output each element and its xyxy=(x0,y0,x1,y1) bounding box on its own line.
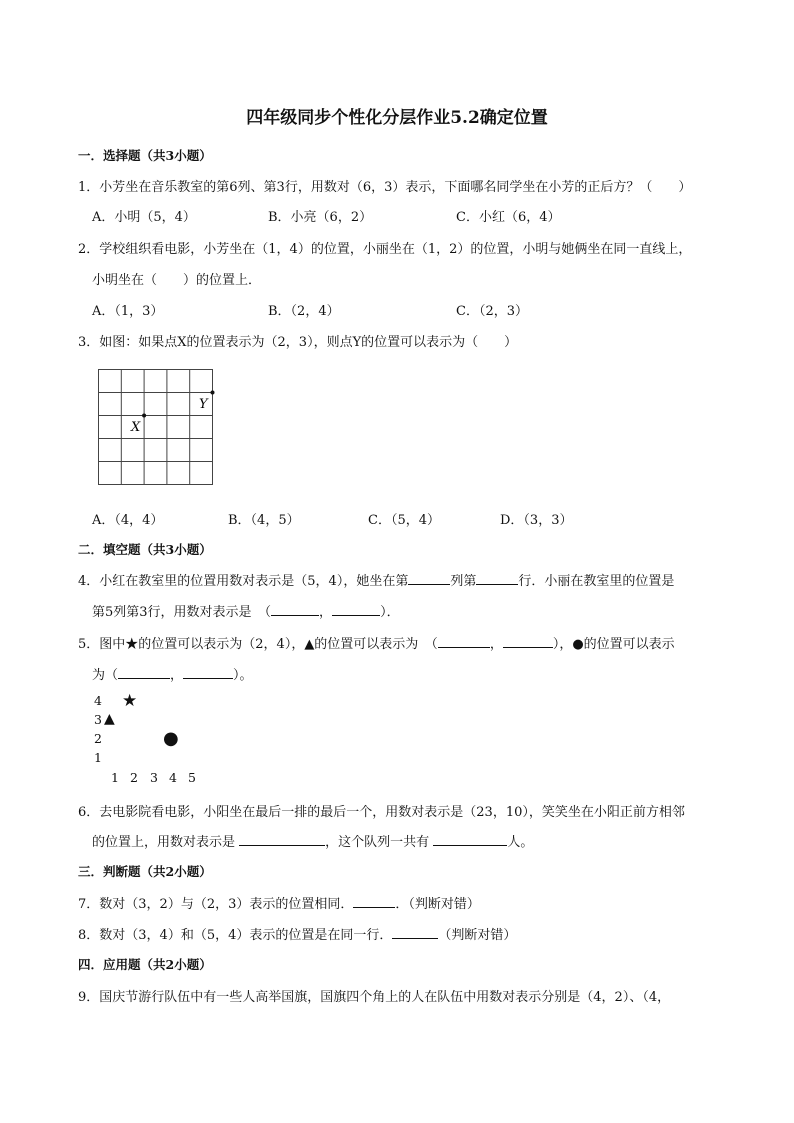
q4-blank-column[interactable] xyxy=(408,572,450,585)
q5-blank-circle-y[interactable] xyxy=(183,666,233,679)
q3-option-d: D．（3，3） xyxy=(500,513,573,528)
q5-row-label-3: 3 xyxy=(94,712,102,727)
q5-row-label-2: 2 xyxy=(94,731,102,746)
question-4-line1 xyxy=(78,570,674,589)
q7-text-part1: 7．数对（3，2）与（2，3）表示的位置相同． xyxy=(78,897,354,912)
q5-col-label-3: 3 xyxy=(150,770,158,785)
q5-col-label-4: 4 xyxy=(169,770,177,785)
q6-blank-count[interactable] xyxy=(433,833,507,846)
star-icon: ★ xyxy=(122,691,138,711)
question-4-line2 xyxy=(92,601,400,620)
point-y-dot xyxy=(211,391,215,395)
q8-blank-answer[interactable] xyxy=(392,926,438,939)
q2-option-a: A．（1，3） xyxy=(92,304,164,319)
q3-option-b: B．（4，5） xyxy=(228,513,300,528)
q3-option-c: C．（5，4） xyxy=(368,513,440,528)
question-2-line1: 2．学校组织看电影，小芳坐在（1，4）的位置，小丽坐在（1，2）的位置，小明与她俩坐在同一直线上， xyxy=(78,242,692,257)
q7-text-part2: ．（判断对错） xyxy=(395,897,480,912)
question-6-line2 xyxy=(92,831,533,850)
section-heading-choice: 一．选择题（共3小题） xyxy=(78,148,212,163)
q5-col-label-5: 5 xyxy=(188,770,196,785)
q4-blank-row[interactable] xyxy=(476,572,518,585)
q5-col-label-2: 2 xyxy=(130,770,138,785)
question-9-text: 9．国庆节游行队伍中有一些人高举国旗，国旗四个角上的人在队伍中用数对表示分别是（4，2）、（4， xyxy=(78,990,671,1005)
q4-blank-pair-y[interactable] xyxy=(332,603,380,616)
q2-option-c: C．（2，3） xyxy=(456,304,528,319)
q6-text-part1: 的位置上，用数对表示是 xyxy=(92,835,236,850)
q5-comma-1: ， xyxy=(489,637,503,652)
q4-comma: ， xyxy=(319,605,333,620)
q5-text-part3: 为（ xyxy=(92,668,119,683)
q4-text-part1: 4．小红在教室里的位置用数对表示是（5，4），她坐在第 xyxy=(78,574,409,589)
q8-text-part2: （判断对错） xyxy=(438,928,517,943)
q5-comma-2: ， xyxy=(170,668,184,683)
q3-grid-lines xyxy=(99,370,213,485)
question-1-text: 1．小芳坐在音乐教室的第6列、第3行，用数对（6，3）表示，下面哪名同学坐在小芳的正后方？（ ） xyxy=(78,180,692,195)
q5-blank-circle-x[interactable] xyxy=(118,666,170,679)
q5-text-part4: ）。 xyxy=(233,668,253,683)
page-title: 四年级同步个性化分层作业5.2确定位置 xyxy=(246,108,548,128)
question-2-line2: 小明坐在（ ）的位置上． xyxy=(92,273,262,288)
q5-col-label-1: 1 xyxy=(111,770,119,785)
point-x-dot xyxy=(142,414,146,418)
question-5-line2 xyxy=(92,664,253,683)
q5-blank-triangle-y[interactable] xyxy=(503,635,553,648)
q4-text-part2: 列第 xyxy=(450,574,477,589)
q6-text-part2: ，这个队列一共有 xyxy=(325,835,430,850)
section-heading-judge: 三．判断题（共2小题） xyxy=(78,864,212,879)
triangle-icon: ▲ xyxy=(104,711,115,727)
section-heading-application: 四．应用题（共2小题） xyxy=(78,957,212,972)
q6-text-part3: 人。 xyxy=(507,835,534,850)
q5-row-label-1: 1 xyxy=(94,750,102,765)
q5-text-part1: 5．图中★的位置可以表示为（2，4），▲的位置可以表示为 （ xyxy=(78,637,438,652)
q2-option-b: B．（2，4） xyxy=(268,304,340,319)
section-heading-fill: 二．填空题（共3小题） xyxy=(78,542,212,557)
q7-blank-answer[interactable] xyxy=(353,895,395,908)
question-6-line1: 6．去电影院看电影，小阳坐在最后一排的最后一个，用数对表示是（23，10），笑笑坐在小阳正前方相邻 xyxy=(78,805,685,820)
q5-text-part2: ），●的位置可以表示 xyxy=(552,637,675,652)
question-3-text: 3．如图：如果点X的位置表示为（2，3），则点Y的位置可以表示为（ ） xyxy=(78,335,518,350)
q4-blank-pair-x[interactable] xyxy=(271,603,319,616)
q6-blank-pair[interactable] xyxy=(239,833,325,846)
question-5-line1 xyxy=(78,633,675,652)
point-y-label: Y xyxy=(199,397,208,412)
q1-option-b: B．小亮（6，2） xyxy=(268,210,373,225)
q5-row-label-4: 4 xyxy=(94,693,102,708)
q4-text-part4: 第5列第3行，用数对表示是 （ xyxy=(92,605,272,620)
q1-option-a: A．小明（5，4） xyxy=(92,210,196,225)
circle-icon: ● xyxy=(163,728,179,749)
q5-blank-triangle-x[interactable] xyxy=(438,635,490,648)
q3-option-a: A．（4，4） xyxy=(92,513,164,528)
question-7-text xyxy=(78,893,480,912)
q3-grid-figure xyxy=(96,367,216,489)
point-x-label: X xyxy=(131,420,141,435)
q8-text-part1: 8．数对（3，4）和（5，4）表示的位置是在同一行． xyxy=(78,928,393,943)
q4-text-part5: ）． xyxy=(380,605,400,620)
q4-text-part3: 行．小丽在教室里的位置是 xyxy=(518,574,675,589)
q1-option-c: C．小红（6，4） xyxy=(456,210,561,225)
question-8-text xyxy=(78,924,516,943)
